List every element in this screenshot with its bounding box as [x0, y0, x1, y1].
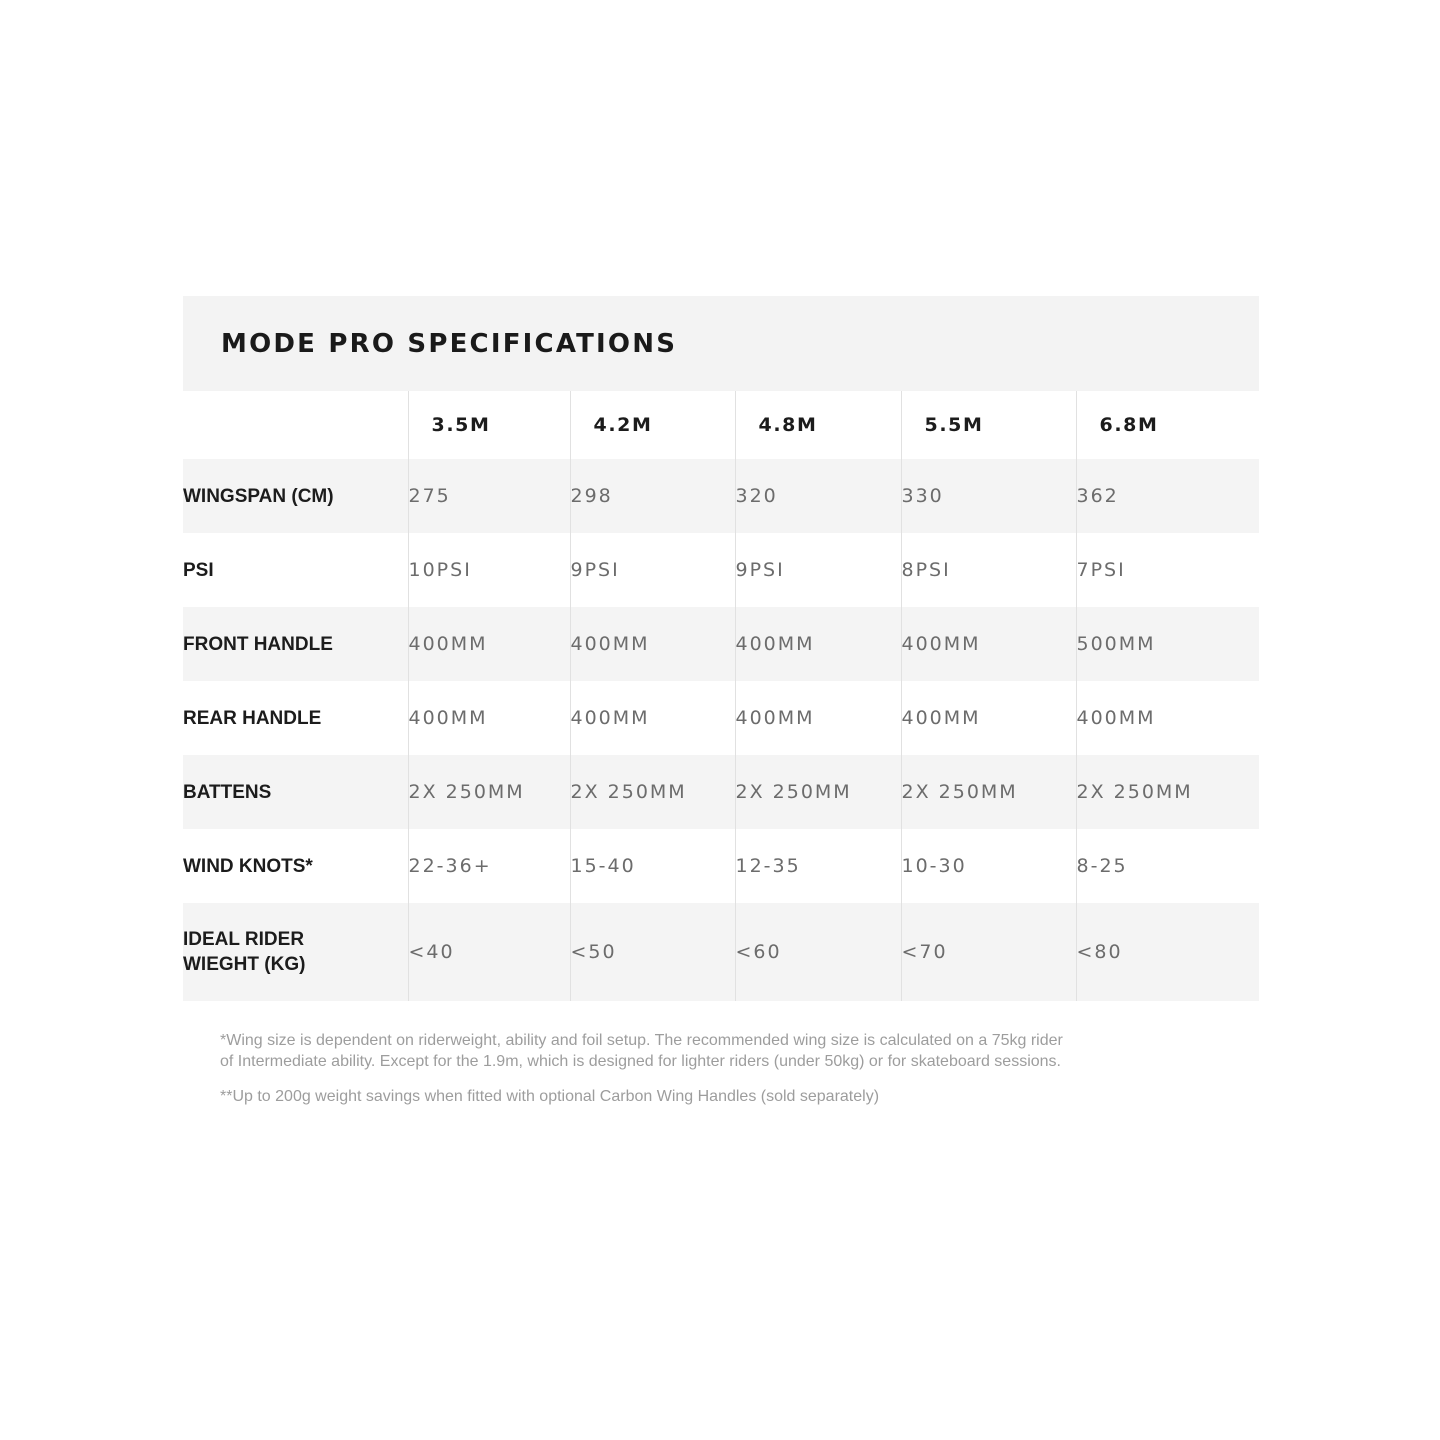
- table-cell: 298: [570, 459, 735, 533]
- table-cell: 275: [408, 459, 570, 533]
- table-row-rear-handle: [183, 681, 1259, 755]
- table-cell: 7PSI: [1076, 533, 1259, 607]
- row-label: WIND KNOTS*: [183, 855, 313, 877]
- footnote-size-disclaimer: [220, 1030, 1160, 1072]
- table-row-psi: [183, 533, 1259, 607]
- row-label-line: WIEGHT (KG): [183, 954, 306, 975]
- table-cell: 10-30: [901, 829, 1076, 903]
- footnote-weight-savings: **Up to 200g weight savings when fitted with optional Carbon Wing Handles (sold separately): [220, 1088, 880, 1105]
- title-bar: [183, 296, 1259, 391]
- column-header: 4.8M: [735, 391, 901, 459]
- footnote-line: *Wing size is dependent on riderweight, ability and foil setup. The recommended wing size is calculated on a 75kg rider: [220, 1032, 1063, 1049]
- row-label: PSI: [183, 559, 214, 581]
- table-cell: 400MM: [408, 607, 570, 681]
- row-label: BATTENS: [183, 781, 272, 803]
- table-cell: <60: [735, 903, 901, 1001]
- table-cell: 22-36+: [408, 829, 570, 903]
- table-cell: 320: [735, 459, 901, 533]
- table-cell: 400MM: [901, 681, 1076, 755]
- table-cell: 2X 250MM: [901, 755, 1076, 829]
- row-label: [183, 903, 408, 1001]
- table-cell: 400MM: [570, 681, 735, 755]
- table-cell: 15-40: [570, 829, 735, 903]
- header-corner-cell: [183, 391, 408, 459]
- table-cell: 400MM: [735, 607, 901, 681]
- page-title: MODE PRO SPECIFICATIONS: [221, 328, 678, 359]
- table-cell: <70: [901, 903, 1076, 1001]
- table-row-battens: [183, 755, 1259, 829]
- table-cell: <50: [570, 903, 735, 1001]
- table-cell: 8PSI: [901, 533, 1076, 607]
- table-cell: 2X 250MM: [735, 755, 901, 829]
- spec-table: [183, 391, 1259, 1001]
- table-cell: 400MM: [570, 607, 735, 681]
- table-cell: 500MM: [1076, 607, 1259, 681]
- table-cell: 400MM: [901, 607, 1076, 681]
- row-label: FRONT HANDLE: [183, 633, 333, 655]
- table-cell: 2X 250MM: [570, 755, 735, 829]
- table-cell: 400MM: [408, 681, 570, 755]
- table-cell: 9PSI: [735, 533, 901, 607]
- row-label: REAR HANDLE: [183, 707, 322, 729]
- footnote-line: of Intermediate ability. Except for the 1.9m, which is designed for lighter riders (under 50kg) or for skateboard sessions.: [220, 1053, 1061, 1070]
- table-row-wind-knots: [183, 829, 1259, 903]
- table-cell: 9PSI: [570, 533, 735, 607]
- column-header: 3.5M: [408, 391, 570, 459]
- table-cell: 330: [901, 459, 1076, 533]
- table-cell: 362: [1076, 459, 1259, 533]
- table-cell: 2X 250MM: [408, 755, 570, 829]
- footnotes: [220, 1030, 1160, 1107]
- spec-card: [183, 296, 1259, 1001]
- table-row-wingspan: [183, 459, 1259, 533]
- column-header: 5.5M: [901, 391, 1076, 459]
- row-label-line: IDEAL RIDER: [183, 929, 305, 950]
- table-cell: 10PSI: [408, 533, 570, 607]
- table-cell: 400MM: [735, 681, 901, 755]
- row-label: WINGSPAN (CM): [183, 485, 334, 507]
- table-cell: <80: [1076, 903, 1259, 1001]
- table-cell: 12-35: [735, 829, 901, 903]
- table-cell: 8-25: [1076, 829, 1259, 903]
- table-cell: <40: [408, 903, 570, 1001]
- table-cell: 400MM: [1076, 681, 1259, 755]
- table-row-front-handle: [183, 607, 1259, 681]
- column-header: 6.8M: [1076, 391, 1259, 459]
- table-row-rider-weight: [183, 903, 1259, 1001]
- column-header: 4.2M: [570, 391, 735, 459]
- header-row: [183, 391, 1259, 459]
- table-cell: 2X 250MM: [1076, 755, 1259, 829]
